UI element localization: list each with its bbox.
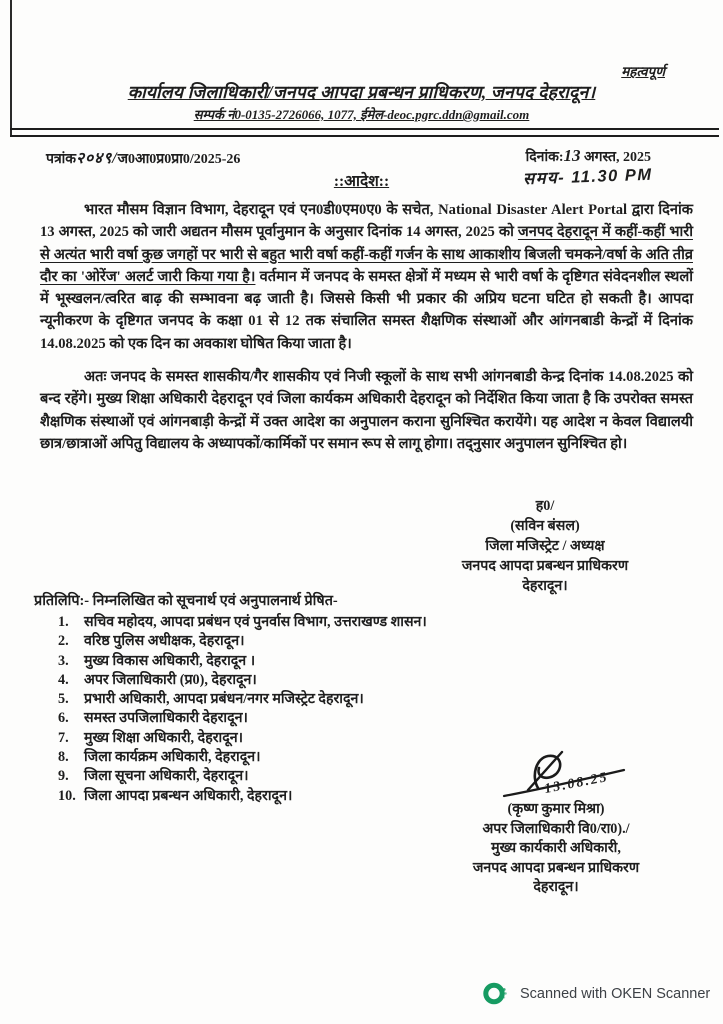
signatory1-organization: जनपद आपदा प्रबन्धन प्राधिकरण [461,558,629,574]
signatory2-place: देहरादून। [533,879,579,895]
distribution-item: मुख्य शिक्षा अधिकारी, देहरादून। [84,729,243,746]
signatory2-title: अपर जिलाधिकारी वि0/रा0)./ [482,820,630,837]
signatory2-title-2: मुख्य कार्यकारी अधिकारी, [491,840,621,856]
importance-note: महत्वपूर्ण [621,64,665,79]
distribution-item: प्रभारी अधिकारी, आपदा प्रबंधन/नगर मजिस्ट्रेट देहरादून। [84,691,364,708]
scanner-credit [482,980,710,1007]
issue-date-rest: अगस्त, 2025 [580,150,651,165]
distribution-item: अपर जिलाधिकारी (प्र0), देहरादून। [84,671,257,688]
signed-abbreviation: ह0/ [535,498,555,514]
contact-line: सम्पर्क नं0-0135-2726066, 1077, ईमेल-deoc.pgrc.ddn@gmail.com [193,107,530,122]
distribution-list [58,613,498,806]
handwritten-signature-date: 13.08.25 [543,769,610,798]
para1-text-after: वर्तमान में जनपद के समस्त क्षेत्रों में मध्यम से भारी वर्षा के दृष्टिगत संवेदनशील स्थलों में भूस्खलन/त्वरित बाढ़ की सम्भावना बढ़ जाती है। जिससे किसी भी प्रकार की अप्रिय घटना घटित हो सकती है। आपदा न्यूनीकरण के दृष्टिगत जनपद के कक्षा 01 से 12 तक संचालित समस्त शैक्षणिक संस्थाओं और आंगनबाडी केन्द्रों में दिनांक 14.08.2025 को एक दिन का अवकाश घोषित किया जाता है। [40,268,693,352]
order-heading: ::आदेश:: [333,173,390,190]
letter-number-rest: ज0आ0प्र0प्रा0/2025-26 [117,152,241,167]
signatory1-name: (सविन बंसल) [510,518,580,534]
signatory1-place: देहरादून। [522,578,568,594]
signatory2-name: (कृष्ण कुमार मिश्रा) [507,801,605,817]
letter-number [46,146,240,168]
handwritten-time: समय- 11.30 PM [523,165,654,189]
distribution-item: जिला सूचना अधिकारी, देहरादून। [84,768,249,785]
scanner-credit-text: Scanned with OKEN Scanner [520,985,711,1002]
signatory1-title: जिला मजिस्ट्रेट / अध्यक्ष [485,538,605,554]
issue-date-label: दिनांक: [525,150,564,165]
distribution-item: सचिव महोदय, आपदा प्रबंधन एवं पुनर्वास विभाग, उत्तराखण्ड शासन। [84,614,427,630]
order-paragraph-1 [40,199,693,355]
para1-underlined-alert-text: जनपद देहरादून में कहीं-कहीं भारी से अत्यंत भारी वर्षा कुछ जगहों पर भारी से बहुत भारी वर्षा कहीं-कहीं गर्जन के साथ आकाशीय बिजली चमकने/वर्षा के अति तीव्र दौर का 'ओरेंज' अलर्ट जारी किया गया है। [40,224,693,285]
letter-number-handwritten: २०४९/ [76,150,118,167]
header-divider [10,128,719,137]
oken-logo-icon [482,980,509,1007]
distribution-item: वरिष्ठ पुलिस अधीक्षक, देहरादून। [84,633,245,650]
signatory-block-additional-district-magistrate [436,748,676,898]
issue-date-day-handwritten: 13 [563,146,581,165]
distribution-item: समस्त उपजिलाधिकारी देहरादून। [84,710,248,727]
signatory2-organization: जनपद आपदा प्रबन्धन प्राधिकरण [472,859,640,876]
distribution-item: जिला कार्यक्रम अधिकारी, देहरादून। [84,749,261,766]
distribution-item: मुख्य विकास अधिकारी, देहरादून । [84,652,256,669]
letter-number-label: पत्रांक [46,152,77,167]
order-paragraph-2: अतः जनपद के समस्त शासकीय/गैर शासकीय एवं निजी स्कूलों के साथ सभी आंगनबाडी केन्द्र दिनांक 14.08.2025 को बन्द रहेंगे। मुख्य शिक्षा अधिकारी देहरादून एवं जिला कार्यकम अधिकारी देहरादून को निर्देशित किया जाता है कि उपरोक्त समस्त शैक्षणिक संस्थाओं एवं आंगनबाड़ी केन्द्रों में उक्त आदेश का अनुपालन कराना सुनिश्चित करायेंगे। यह आदेश न केवल विद्यालयी छात्र/छात्राओं अपितु विद्यालय के अध्यापकों/कार्मिकों पर समान रूप से लागू होगा। तद्नुसार अनुपालन सुनिश्चित हो। [40,369,693,452]
distribution-item: जिला आपदा प्रबन्धन अधिकारी, देहरादून। [84,787,293,804]
office-title: कार्यालय जिलाधिकारी/जनपद आपदा प्रबन्धन प्राधिकरण, जनपद देहरादून। [127,82,596,102]
para1-text: भारत मौसम विज्ञान विभाग, देहरादून एवं एन0डी0एम0ए0 के सचेत, National Disaster Alert Portal द्वारा दिनांक 13 अगस्त, 2025 को जारी अद्यतन मौसम पूर्वानुमान के अनुसार दिनांक 14 अगस्त, 2025 को [40,202,693,241]
distribution-heading: प्रतिलिपि:- निम्नलिखित को सूचनार्थ एवं अनुपालनार्थ प्रेषित- [34,593,338,609]
signature-area [436,748,676,800]
signatory-block-district-magistrate [420,496,670,596]
